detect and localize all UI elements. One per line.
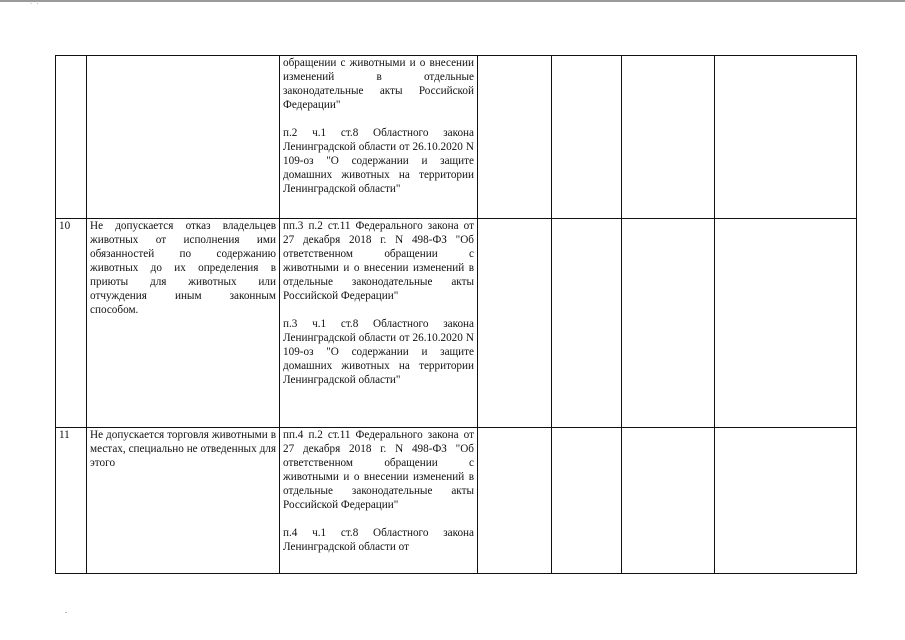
requirement-cell: Не допускается торговля животными в местах, специально не отведенных для этого <box>87 428 280 574</box>
empty-cell <box>478 219 552 428</box>
row-number: 11 <box>56 428 87 574</box>
scan-speck <box>65 612 67 613</box>
legal-basis-text: п.3 ч.1 ст.8 Областного закона Ленинградской области от 26.10.2020 N 109-оз "О содержании и защите домашних животных на территории Ленинградской области" <box>283 318 474 386</box>
paragraph-gap <box>283 512 474 526</box>
legal-basis-text: обращении с животными и о внесении изменений в отдельные законодательные акты Российской Федерации" <box>283 57 474 111</box>
legal-basis-cell <box>280 428 478 574</box>
empty-cell <box>478 428 552 574</box>
legal-basis-text: пп.4 п.2 ст.11 Федерального закона от 27 декабря 2018 г. N 498-ФЗ "Об ответственном обращении с животными и о внесении изменений в отдельные законодательные акты Российской Федерации" <box>283 429 474 511</box>
table-row <box>56 56 857 219</box>
empty-cell <box>715 219 857 428</box>
requirement-cell: Не допускается отказ владельцев животных от исполнения ими обязанностей по содержанию животных до их определения в приюты для животных или отчуждения иным законным способом. <box>87 219 280 428</box>
scan-mark: · · <box>30 0 40 8</box>
legal-basis-text: пп.3 п.2 ст.11 Федерального закона от 27 декабря 2018 г. N 498-ФЗ "Об ответственном обращении с животными и о внесении изменений в отдельные законодательные акты Российской Федерации" <box>283 220 474 302</box>
table-row <box>56 219 857 428</box>
empty-cell <box>622 428 715 574</box>
row-number <box>56 56 87 219</box>
empty-cell <box>715 56 857 219</box>
legal-basis-text: п.2 ч.1 ст.8 Областного закона Ленинградской области от 26.10.2020 N 109-оз "О содержании и защите домашних животных на территории Ленинградской области" <box>283 127 474 195</box>
paragraph-gap <box>283 303 474 317</box>
paragraph-gap <box>283 112 474 126</box>
empty-cell <box>622 219 715 428</box>
row-number: 10 <box>56 219 87 428</box>
table-row <box>56 428 857 574</box>
legal-basis-cell <box>280 56 478 219</box>
scan-top-edge <box>0 0 905 2</box>
empty-cell <box>715 428 857 574</box>
empty-cell <box>622 56 715 219</box>
requirements-table <box>55 55 857 574</box>
empty-cell <box>478 56 552 219</box>
requirement-cell <box>87 56 280 219</box>
legal-basis-cell <box>280 219 478 428</box>
empty-cell <box>552 219 622 428</box>
legal-basis-text: п.4 ч.1 ст.8 Областного закона Ленинградской области от <box>283 527 474 553</box>
empty-cell <box>552 56 622 219</box>
empty-cell <box>552 428 622 574</box>
